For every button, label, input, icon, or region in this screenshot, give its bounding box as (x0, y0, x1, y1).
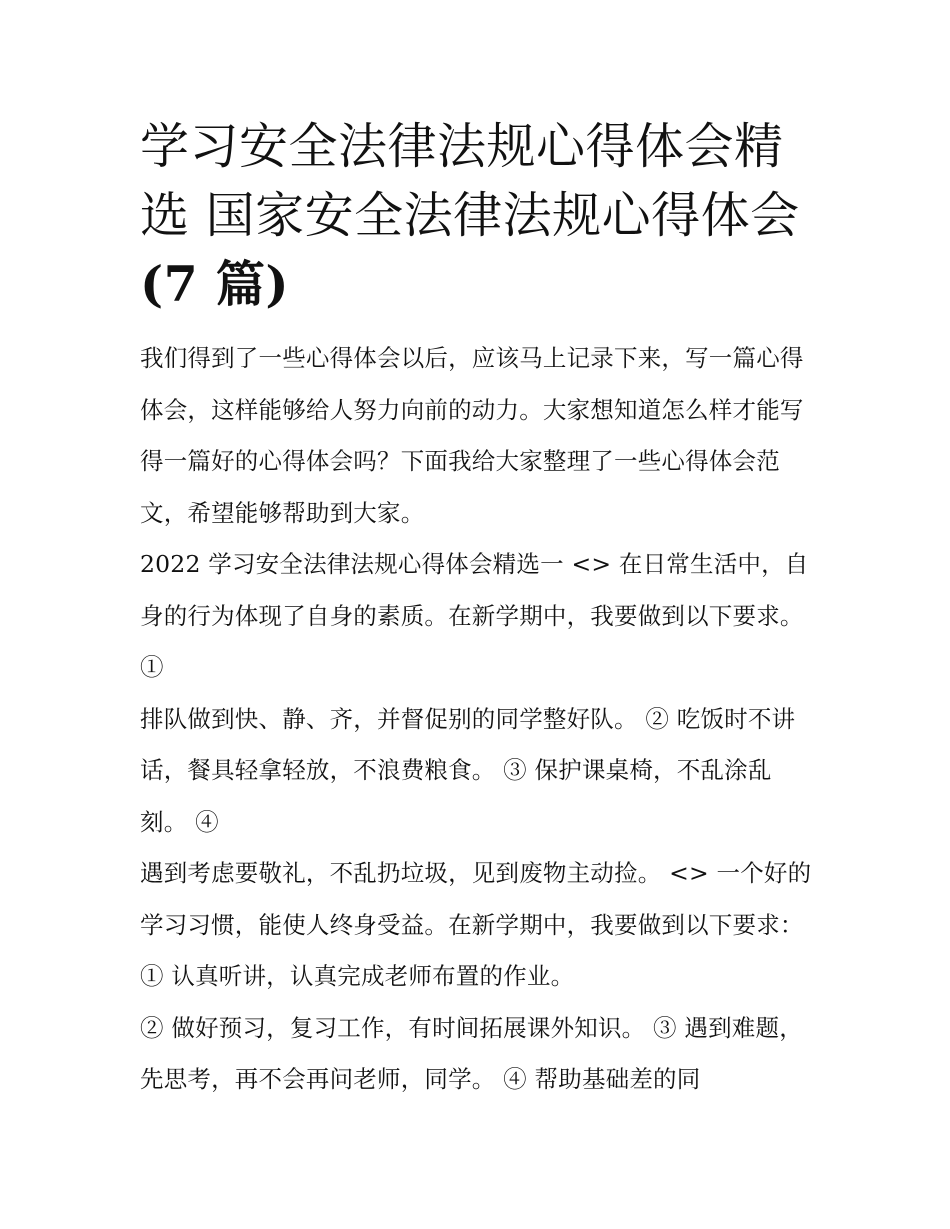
document-body (140, 112, 812, 1106)
title-line-3: (7 篇) (140, 255, 290, 313)
paragraph-study-habits: 遇到考虑要敬礼，不乱扔垃圾，见到废物主动捡。 <> 一个好的学习习惯，能使人终身受益。在新学期中，我要做到以下要求： ① 认真听讲，认真完成老师布置的作业。 (140, 859, 812, 990)
title-line-1: 学习安全法律法规心得体会精 (140, 118, 784, 175)
paragraph-preview-review: ② 做好预习，复习工作，有时间拓展课外知识。 ③ 遇到难题，先思考，再不会再问老师，同学。 ④ 帮助基础差的同 (140, 1013, 803, 1093)
document-title (140, 112, 812, 319)
title-line-2: 选 国家安全法律法规心得体会 (140, 187, 800, 244)
paragraph-selection-one: 2022 学习安全法律法规心得体会精选一 <> 在日常生活中，自身的行为体现了自身的素质。在新学期中，我要做到以下要求。 ① (140, 550, 809, 681)
intro-paragraph: 我们得到了一些心得体会以后，应该马上记录下来，写一篇心得体会，这样能够给人努力向前的动力。大家想知道怎么样才能写得一篇好的心得体会吗？下面我给大家整理了一些心得体会范文，希望能够帮助到大家。 (140, 344, 804, 527)
paragraph-queue-rules: 排队做到快、静、齐，并督促别的同学整好队。 ② 吃饭时不讲话，餐具轻拿轻放，不浪费粮食。 ③ 保护课桌椅，不乱涂乱刻。 ④ (140, 704, 796, 836)
